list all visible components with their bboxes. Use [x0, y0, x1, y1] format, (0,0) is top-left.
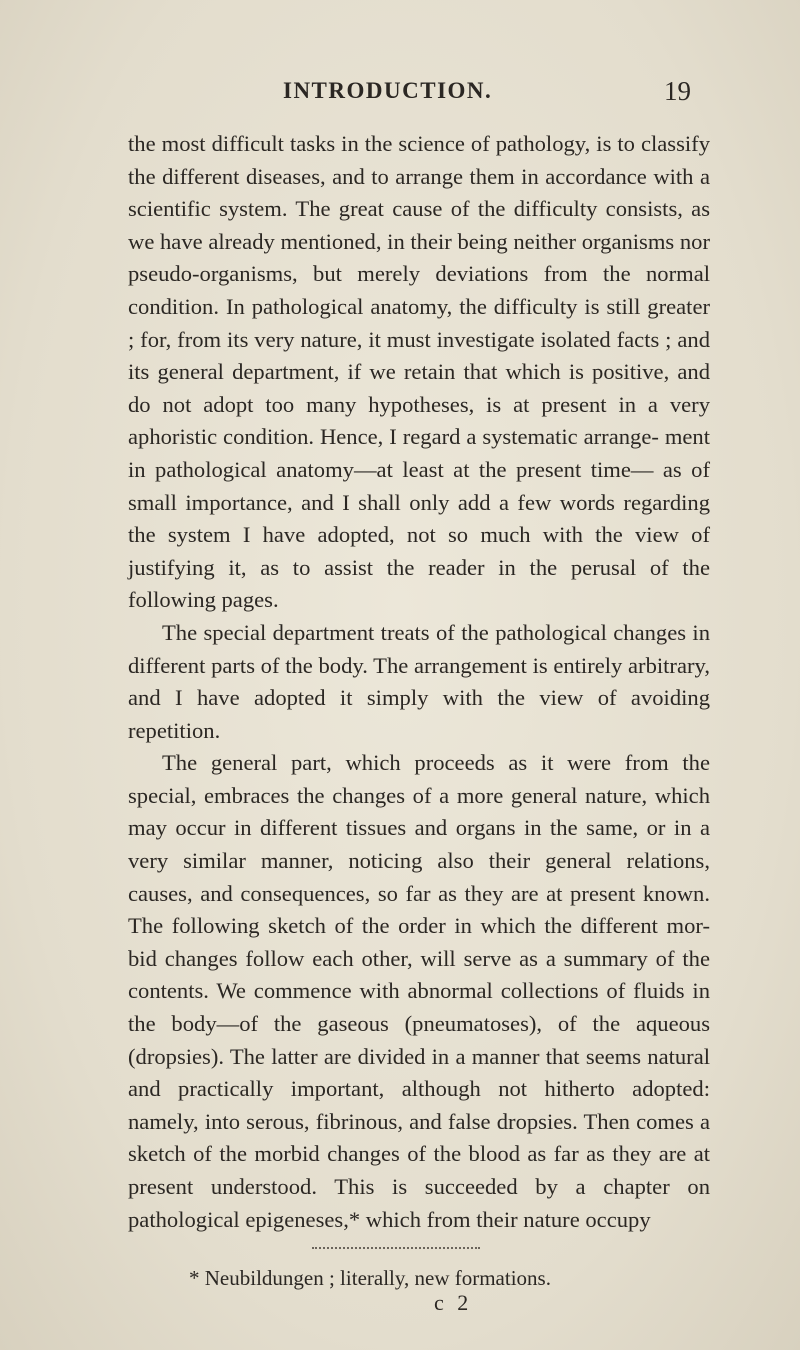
paragraph-2: The special department treats of the pathological changes in different parts of the body. The arrangement is entirely arbitrary, and I have adopted it simply with the view of avoiding repetition. [128, 619, 710, 743]
running-head: INTRODUCTION. [283, 78, 493, 103]
footnote: * Neubildungen ; literally, new formations. [189, 1266, 551, 1290]
body-text [128, 128, 710, 1236]
page-header [0, 78, 800, 110]
paragraph-3: The general part, which proceeds as it were from the special, embraces the changes of a more general nature, which may occur in different tissues and organs in the same, or in a very similar manner, noticing also their general relations, causes, and consequences, so far as they are at present known. The following sketch of the order in which the different mor- bid changes follow each other, will serve as a summary of the contents. We commence with abnormal collections of fluids in the body—of the gaseous (pneumatoses), of the aqueous (dropsies). The latter are divided in a manner that seems natural and practically important, although not hitherto adopted: namely, into serous, fibrinous, and false dropsies. Then comes a sketch of the morbid changes of the blood as far as they are at present understood. This is succeeded by a chapter on pathological epigeneses,* which from their nature occupy [128, 750, 710, 1232]
page-number: 19 [664, 76, 691, 106]
signature-mark: c 2 [434, 1290, 473, 1315]
paragraph-1: the most difficult tasks in the science of pathology, is to classify the different diseases, and to arrange them in accordance with a scientific system. The great cause of the difficulty consists, as we have already mentioned, in their being neither organisms nor pseudo-organisms, but merely deviations from the normal condition. In pathological anatomy, the difficulty is still greater ; for, from its very nature, it must investigate isolated facts ; and its general department, if we retain that which is positive, and do not adopt too many hypotheses, is at present in a very aphoristic condition. Hence, I regard a systematic arrange- ment in pathological anatomy—at least at the present time— as of small importance, and I shall only add a few words regarding the system I have adopted, not so much with the view of justifying it, as to assist the reader in the perusal of the following pages. [128, 131, 710, 613]
footnote-divider [312, 1243, 480, 1249]
